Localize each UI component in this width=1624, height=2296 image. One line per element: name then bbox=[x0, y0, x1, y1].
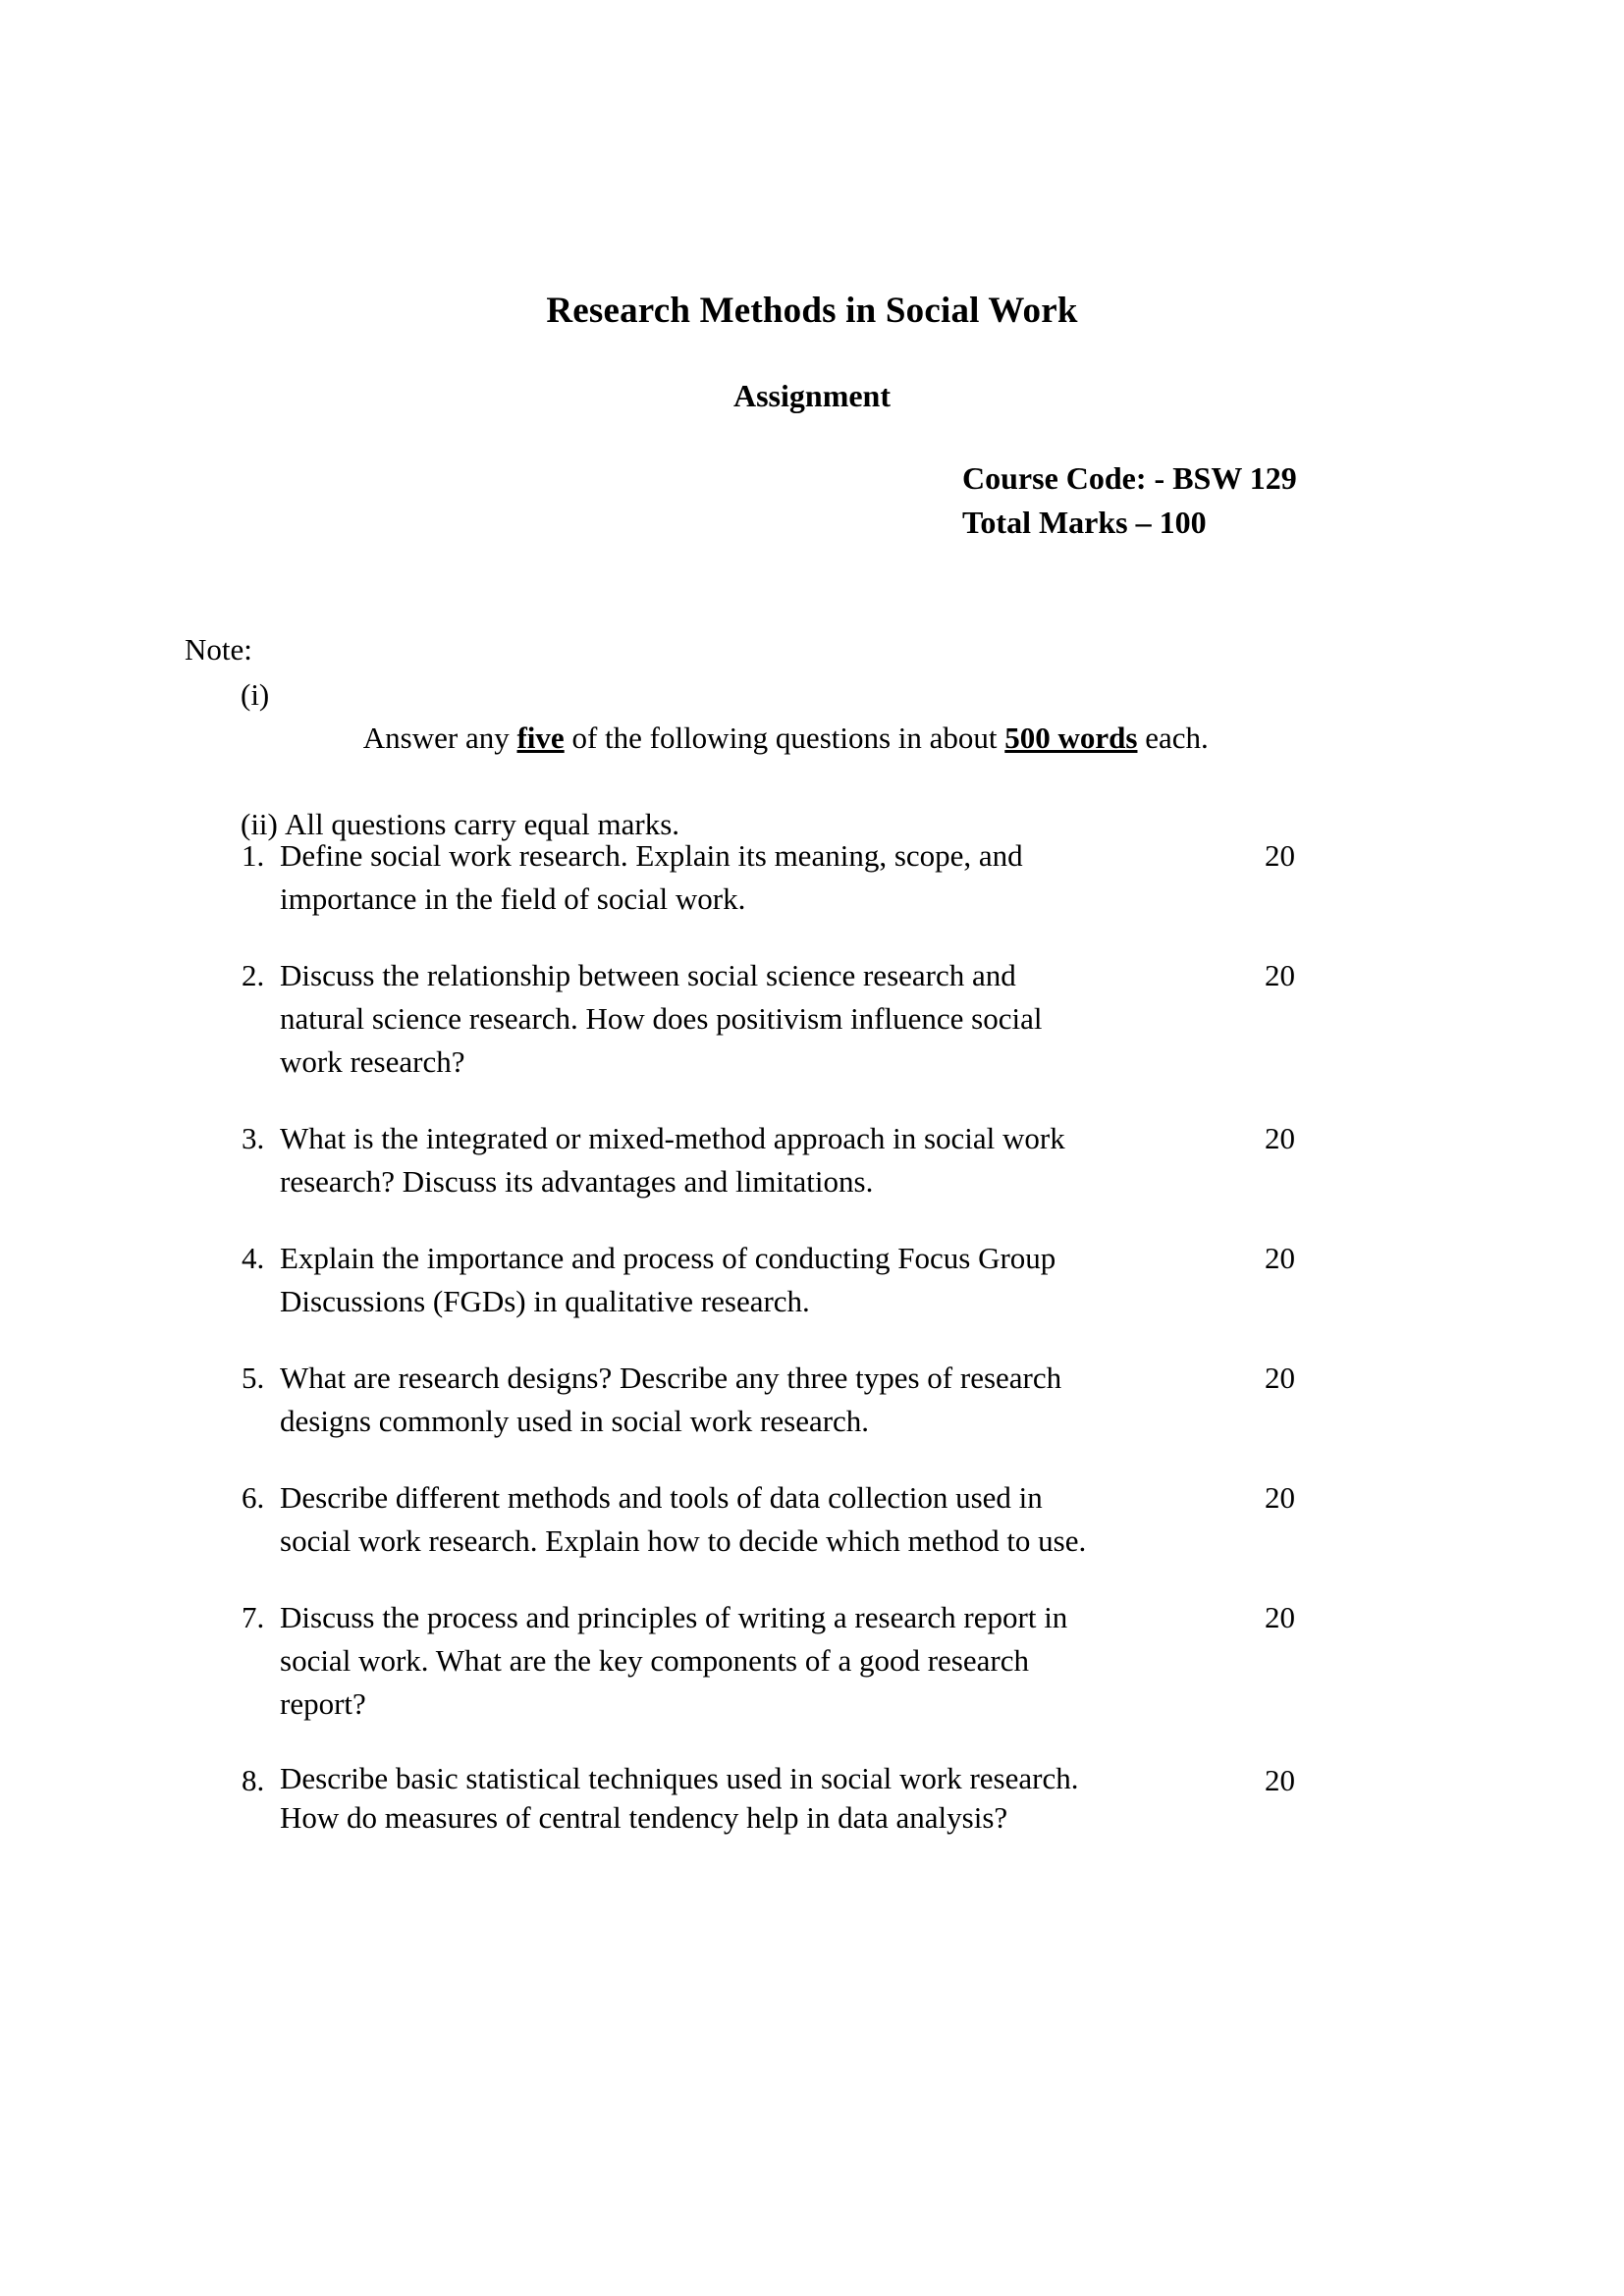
question-line: Explain the importance and process of conducting Focus Group bbox=[280, 1241, 1056, 1275]
question-number: 1. bbox=[242, 838, 265, 873]
note-block bbox=[185, 628, 1209, 846]
note-item-text bbox=[289, 673, 1209, 803]
question-text bbox=[280, 1357, 1112, 1443]
question-text bbox=[280, 1117, 1112, 1203]
question-line: designs commonly used in social work research. bbox=[280, 1404, 870, 1438]
question-line: Discuss the relationship between social science research and bbox=[280, 958, 1016, 992]
question-item bbox=[242, 1357, 1380, 1443]
question-item bbox=[242, 1596, 1380, 1726]
question-list bbox=[242, 834, 1380, 1838]
question-number: 8. bbox=[242, 1763, 265, 1797]
note-item-marker: (i) bbox=[241, 677, 270, 712]
question-line: Define social work research. Explain its meaning, scope, and bbox=[280, 838, 1023, 873]
question-line: importance in the field of social work. bbox=[280, 881, 746, 916]
question-item bbox=[242, 954, 1380, 1084]
note-segment-emphasis: 500 words bbox=[1004, 721, 1138, 755]
note-item-marker: (ii) bbox=[241, 807, 278, 841]
question-number: 6. bbox=[242, 1480, 265, 1515]
question-marks: 20 bbox=[1265, 1241, 1295, 1275]
question-marks: 20 bbox=[1265, 1480, 1295, 1515]
question-line: research? Discuss its advantages and limitations. bbox=[280, 1164, 874, 1199]
question-line: Describe basic statistical techniques used in social work research. bbox=[280, 1761, 1079, 1795]
question-line: social work research. Explain how to decide which method to use. bbox=[280, 1523, 1087, 1558]
question-number: 7. bbox=[242, 1600, 265, 1634]
document-subtitle: Assignment bbox=[732, 378, 891, 413]
question-line: Discuss the process and principles of writing a research report in bbox=[280, 1600, 1068, 1634]
question-line: social work. What are the key components of a good research bbox=[280, 1643, 1029, 1678]
question-item bbox=[242, 1117, 1380, 1203]
question-marks: 20 bbox=[1265, 838, 1295, 873]
question-line: natural science research. How does positivism influence social bbox=[280, 1001, 1043, 1036]
question-number: 2. bbox=[242, 958, 265, 992]
total-marks: Total Marks – 100 bbox=[962, 505, 1207, 540]
question-line: report? bbox=[280, 1686, 366, 1721]
question-line: Describe different methods and tools of data collection used in bbox=[280, 1480, 1043, 1515]
note-item bbox=[241, 673, 1209, 803]
question-number: 3. bbox=[242, 1121, 265, 1155]
note-segment: Answer any bbox=[362, 721, 517, 755]
question-line: How do measures of central tendency help in data analysis? bbox=[280, 1800, 1008, 1835]
question-text bbox=[280, 834, 1112, 921]
note-label: Note: bbox=[185, 632, 252, 667]
question-marks: 20 bbox=[1265, 958, 1295, 992]
question-text bbox=[280, 1759, 1112, 1838]
question-text bbox=[280, 954, 1112, 1084]
question-text bbox=[280, 1237, 1112, 1323]
note-segment-emphasis: five bbox=[516, 721, 565, 755]
question-line: work research? bbox=[280, 1044, 465, 1079]
question-number: 4. bbox=[242, 1241, 265, 1275]
question-item bbox=[242, 1476, 1380, 1563]
question-marks: 20 bbox=[1265, 1600, 1295, 1634]
question-line: What is the integrated or mixed-method approach in social work bbox=[280, 1121, 1065, 1155]
page-title: Research Methods in Social Work bbox=[546, 291, 1078, 331]
question-item bbox=[242, 1759, 1380, 1838]
note-segment: of the following questions in about bbox=[564, 721, 1005, 755]
question-marks: 20 bbox=[1265, 1361, 1295, 1395]
question-item bbox=[242, 1237, 1380, 1323]
question-item bbox=[242, 834, 1380, 921]
question-marks: 20 bbox=[1265, 1763, 1295, 1797]
note-segment: each. bbox=[1137, 721, 1209, 755]
course-code: Course Code: - BSW 129 bbox=[962, 460, 1297, 496]
note-item-text: All questions carry equal marks. bbox=[285, 807, 680, 841]
question-text bbox=[280, 1596, 1112, 1726]
question-line: Discussions (FGDs) in qualitative research. bbox=[280, 1284, 810, 1318]
question-text bbox=[280, 1476, 1112, 1563]
question-marks: 20 bbox=[1265, 1121, 1295, 1155]
question-line: What are research designs? Describe any three types of research bbox=[280, 1361, 1062, 1395]
course-meta-block bbox=[962, 456, 1297, 545]
note-item-list bbox=[185, 673, 1209, 846]
question-number: 5. bbox=[242, 1361, 265, 1395]
